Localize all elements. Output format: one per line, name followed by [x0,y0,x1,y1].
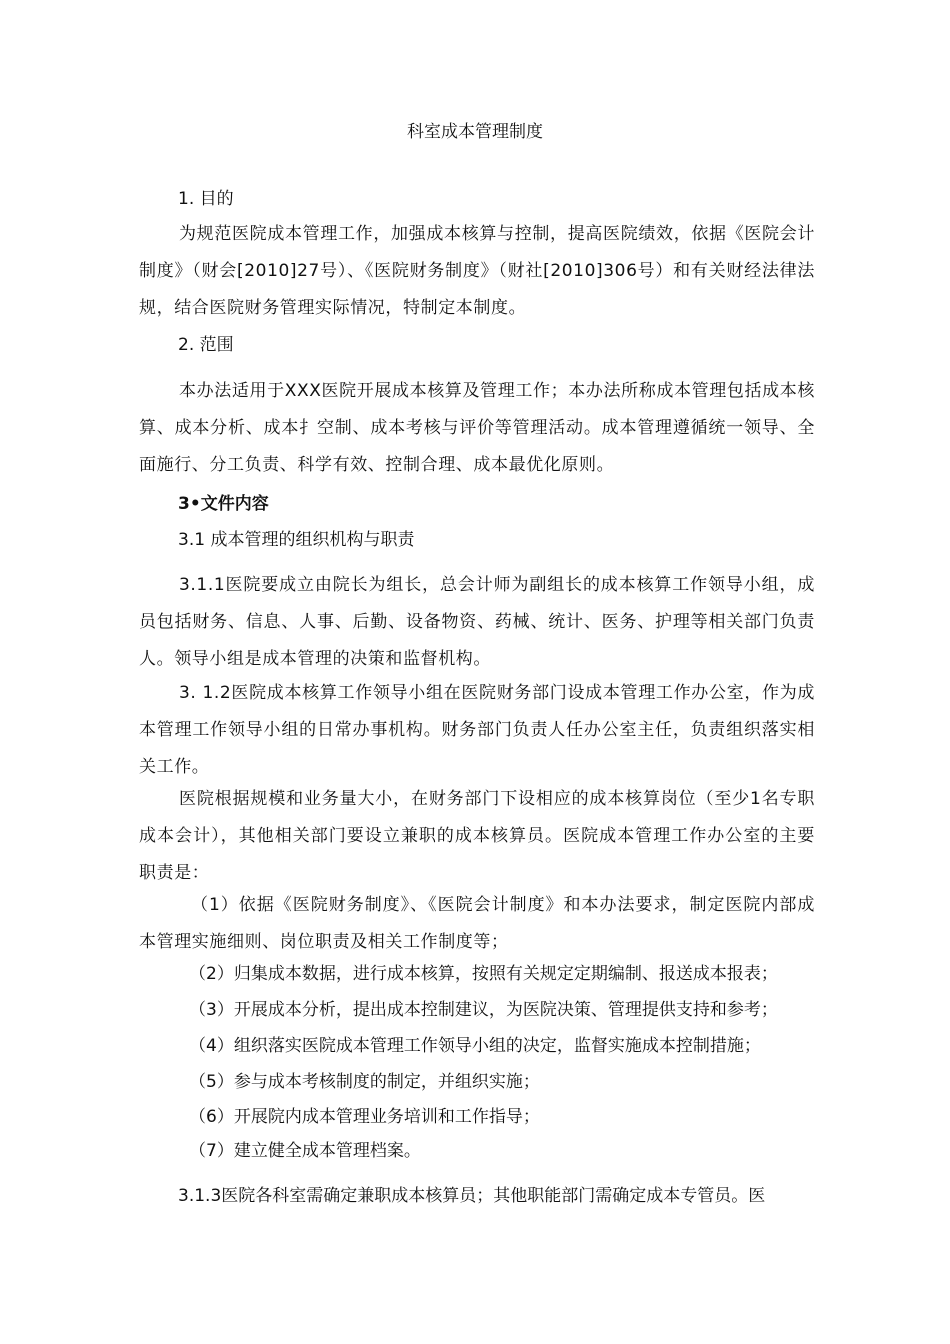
section-heading-purpose: 1. 目的 [178,189,234,209]
paragraph-scope: 本办法适用于XXX医院开展成本核算及管理工作；本办法所称成本管理包括成本核算、成本分析、成本扌空制、成本考核与评价等管理活动。成本管理遵循统一领导、全面施行、分工负责、科学有效、控制合理、成本最优化原则。 [139,381,815,475]
list-item-6: （6）开展院内成本管理业务培训和工作指导； [189,1107,540,1127]
section-heading-content: 3•文件内容 [178,494,269,514]
paragraph-duties-intro: 医院根据规模和业务量大小，在财务部门下设相应的成本核算岗位（至少1名专职成本会计），其他相关部门要设立兼职的成本核算员。医院成本管理工作办公室的主要职责是： [139,789,815,883]
list-item-1: （1）依据《医院财务制度》、《医院会计制度》和本办法要求，制定医院内部成本管理实施细则、岗位职责及相关工作制度等； [139,895,815,952]
paragraph-3-1-1: 3.1.1医院要成立由院长为组长，总会计师为副组长的成本核算工作领导小组，成员包括财务、信息、人事、后勤、设备物资、药械、统计、医务、护理等相关部门负责人。领导小组是成本管理的决策和监督机构。 [139,575,815,669]
list-item-7: （7）建立健全成本管理档案。 [189,1141,421,1161]
list-item-5: （5）参与成本考核制度的制定，并组织实施； [189,1072,540,1092]
section-heading-scope: 2. 范围 [178,335,234,355]
paragraph-3-1-2: 3. 1.2医院成本核算工作领导小组在医院财务部门设成本管理工作办公室，作为成本管理工作领导小组的日常办事机构。财务部门负责人任办公室主任，负责组织落实相关工作。 [139,683,815,777]
list-item-3: （3）开展成本分析，提出成本控制建议，为医院决策、管理提供支持和参考； [189,1000,778,1020]
list-item-2: （2）归集成本数据，进行成本核算，按照有关规定定期编制、报送成本报表； [189,964,778,984]
paragraph-purpose: 为规范医院成本管理工作，加强成本核算与控制，提高医院绩效，依据《医院会计制度》（财会[2010]27号）、《医院财务制度》（财社[2010]306号）和有关财经法律法规，结合医院财务管理实际情况，特制定本制度。 [139,224,815,318]
subsection-heading-organization: 3.1 成本管理的组织机构与职责 [178,530,415,550]
list-item-4: （4）组织落实医院成本管理工作领导小组的决定，监督实施成本控制措施； [189,1036,761,1056]
document-title: 科室成本管理制度 [407,122,543,142]
paragraph-3-1-3: 3.1.3医院各科室需确定兼职成本核算员；其他职能部门需确定成本专管员。医 [178,1186,766,1206]
